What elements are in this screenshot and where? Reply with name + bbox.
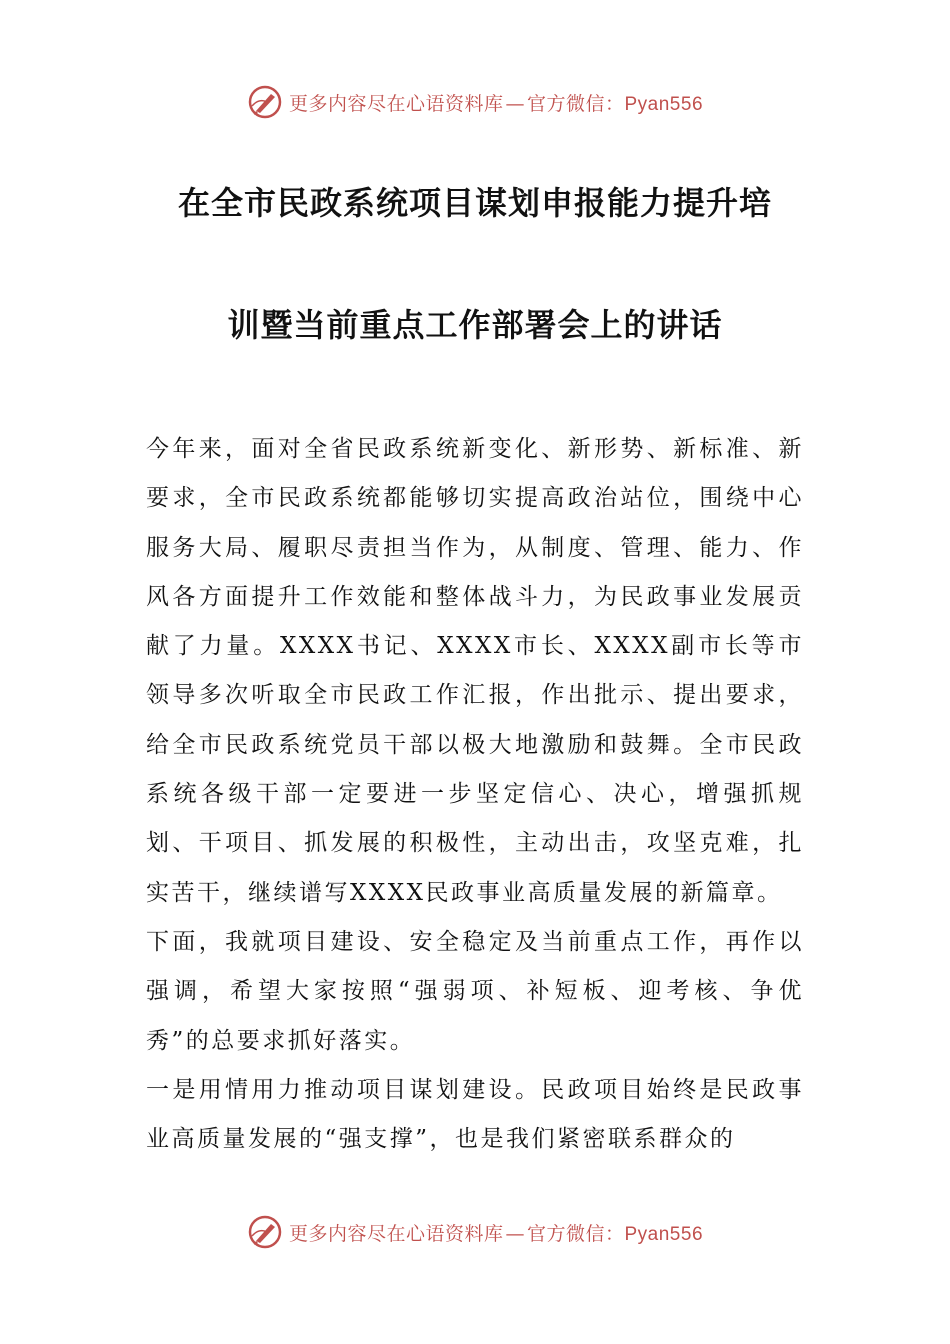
paragraph-1: 今年来，面对全省民政系统新变化、新形势、新标准、新要求，全市民政系统都能够切实提高政治站位，围绕中心服务大局、履职尽责担当作为，从制度、管理、能力、作风各方面提升工作效能和整体战斗力，为民政事业发展贡献了力量。XXXX书记、XXXX市长、XXXX副市长等市领导多次听取全市民政工作汇报，作出批示、提出要求，给全市民政系统党员干部以极大地激励和鼓舞。全市民政系统各级干部一定要进一步坚定信心、决心，增强抓规划、干项目、抓发展的积极性，主动出击，攻坚克难，扎实苦干，继续谱写XXXX民政事业高质量发展的新篇章。 <box>146 436 804 906</box>
watermark-text: 更多内容尽在心语资料库 — 官方微信：Pyan556 <box>288 1222 704 1245</box>
document-title-line-2: 训暨当前重点工作部署会上的讲话 <box>227 306 723 344</box>
document-body <box>146 425 804 1164</box>
paragraph-2: 下面，我就项目建设、安全稳定及当前重点工作，再作以强调，希望大家按照“强弱项、补短板、迎考核、争优秀”的总要求抓好落实。 <box>146 928 804 1054</box>
paragraph-3: 一是用情用力推动项目谋划建设。民政项目始终是民政事业高质量发展的“强支撑”，也是我们紧密联系群众的 <box>146 1076 804 1153</box>
footer-watermark <box>0 1210 950 1254</box>
pen-logo-icon <box>247 1214 283 1250</box>
watermark-text: 更多内容尽在心语资料库 — 官方微信：Pyan556 <box>288 92 704 115</box>
header-watermark <box>0 80 950 124</box>
pen-logo-icon <box>247 84 283 120</box>
document-title-line-1: 在全市民政系统项目谋划申报能力提升培 <box>177 184 772 222</box>
